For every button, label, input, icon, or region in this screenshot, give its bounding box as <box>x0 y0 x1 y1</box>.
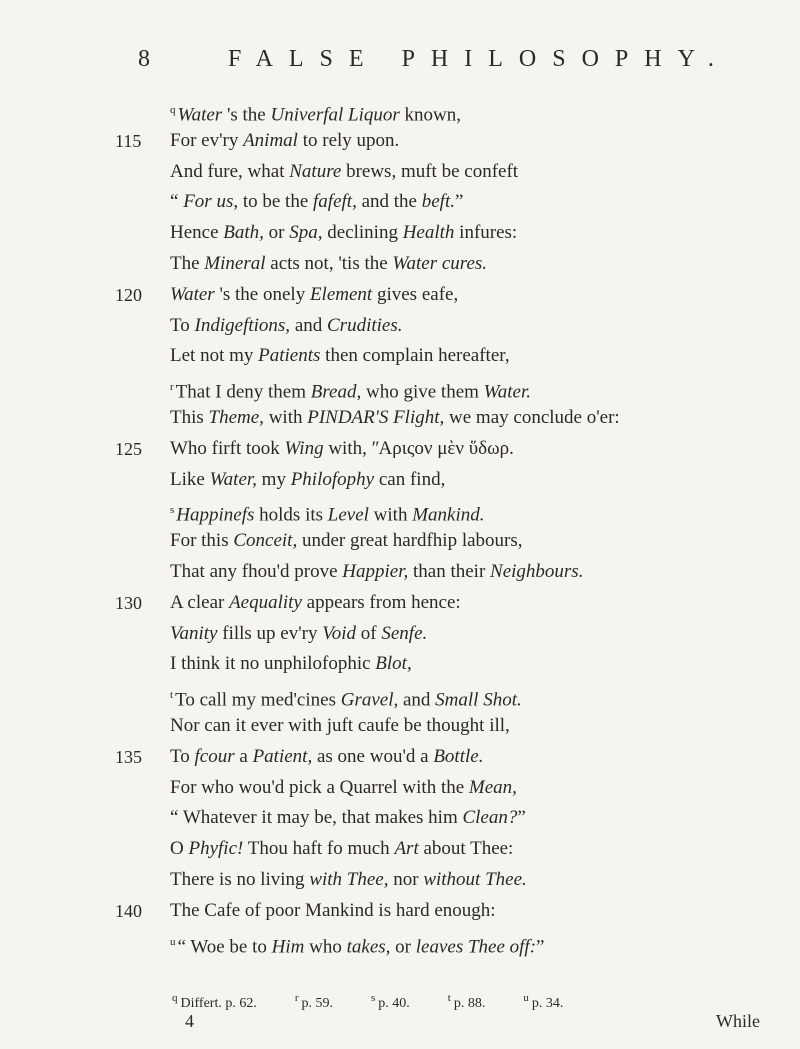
italic-text: Bottle. <box>433 745 484 767</box>
italic-text: takes, <box>346 935 391 957</box>
roman-text: For who wou'd pick a Quarrel with the <box>170 776 469 798</box>
verse-line <box>150 927 770 962</box>
roman-text: as one wou'd a <box>312 745 434 767</box>
roman-text: The Cafe of poor Mankind is hard enough: <box>170 899 496 921</box>
roman-text: To <box>170 314 195 336</box>
verse-line <box>150 557 770 587</box>
roman-text: The <box>170 253 205 274</box>
roman-text: and <box>398 689 436 711</box>
signature-mark: 4 <box>185 1011 194 1031</box>
roman-text: with <box>263 407 308 428</box>
italic-text: Senfe. <box>381 622 428 644</box>
roman-text: with <box>368 504 413 526</box>
roman-text: A clear <box>170 591 230 613</box>
italic-text: Void <box>322 622 357 644</box>
roman-text: and the <box>356 191 422 213</box>
roman-text: To call my med'cines <box>175 689 341 711</box>
footnote <box>447 992 486 1011</box>
footnote-text: p. 88. <box>453 995 486 1011</box>
verse-text <box>150 834 513 864</box>
catchword: While <box>716 1011 760 1031</box>
roman-text: known, <box>399 104 462 126</box>
italic-text: beft. <box>421 191 455 213</box>
verse-line <box>115 280 770 310</box>
roman-text: gives eafe, <box>372 283 459 305</box>
footnote-marker: s <box>170 504 175 517</box>
roman-text: 's the onely <box>214 283 310 305</box>
roman-text: about Thee: <box>418 838 514 860</box>
roman-text: “ Woe be to <box>177 935 272 957</box>
italic-text: Water <box>177 104 223 126</box>
roman-text: acts not, 'tis the <box>265 253 393 274</box>
roman-text: For this <box>170 530 234 552</box>
verse-line <box>150 773 770 803</box>
verse-text <box>150 403 620 433</box>
roman-text: or <box>263 222 290 244</box>
roman-text: can find, <box>374 468 446 490</box>
italic-text: Patients <box>258 345 321 367</box>
verse-line <box>115 434 770 464</box>
line-number: 130 <box>115 592 142 613</box>
verse-line <box>150 619 770 649</box>
line-number: 125 <box>115 438 142 459</box>
roman-text: “ Whatever it may be, that makes him <box>170 807 463 829</box>
verse-text <box>150 526 523 556</box>
italic-text: Flight, <box>393 407 445 428</box>
verse-line <box>150 649 770 679</box>
italic-text: Theme, <box>208 407 264 428</box>
verse-line <box>115 742 770 772</box>
italic-text: Art <box>394 838 419 860</box>
roman-text: to rely upon. <box>297 129 400 151</box>
italic-text: Level <box>327 504 369 526</box>
roman-text: under great hardfhip labours, <box>297 530 523 552</box>
roman-text: Nor can it ever with juft caufe be thought ill, <box>170 715 510 736</box>
italic-text: Univerfal Liquor <box>270 104 400 126</box>
roman-text: This <box>170 407 209 428</box>
verse-text <box>150 249 487 279</box>
roman-text: a <box>234 745 253 767</box>
italic-text: Bread, <box>310 381 362 403</box>
roman-text: O <box>170 838 189 860</box>
roman-text: Thou haft fo much <box>243 838 395 860</box>
verse-text <box>150 218 517 248</box>
italic-text: Element <box>309 283 373 305</box>
italic-text: Mean, <box>468 776 517 798</box>
roman-text: Like <box>170 468 210 490</box>
verse-line <box>150 526 770 556</box>
italic-text: Water, <box>209 468 257 490</box>
roman-text: That I deny them <box>175 381 311 403</box>
italic-text: Nature <box>289 160 342 182</box>
italic-text: Happinefs <box>176 504 255 526</box>
roman-text: than their <box>408 561 491 582</box>
roman-text: nor <box>388 869 424 890</box>
verse-text <box>150 311 402 341</box>
roman-text: I think it no unphilofophic <box>170 653 376 675</box>
verse-text <box>150 341 510 371</box>
verse-line <box>115 588 770 618</box>
italic-text: Gravel, <box>340 689 399 711</box>
italic-text: Clean? <box>462 807 518 829</box>
italic-text: Him <box>271 935 305 957</box>
italic-text: Water <box>170 283 215 305</box>
italic-text: Spa, <box>289 222 323 244</box>
footnote-marker: r <box>170 381 174 394</box>
roman-text: of <box>356 622 382 644</box>
footnotes <box>172 992 601 1012</box>
roman-text: Who firft took <box>170 437 285 459</box>
roman-text: That any fhou'd prove <box>170 561 343 582</box>
verse-line <box>150 249 770 279</box>
verse-line <box>115 896 770 926</box>
verse-text <box>150 803 526 833</box>
italic-text: Small Shot. <box>435 689 522 711</box>
italic-text: Water. <box>483 381 532 403</box>
roman-text: To <box>170 745 195 767</box>
italic-text: Conceit, <box>233 530 298 552</box>
italic-text: Animal <box>243 129 298 151</box>
italic-text: Happier, <box>342 561 409 582</box>
footnote-text: p. 59. <box>301 995 334 1011</box>
verse-text <box>150 187 463 217</box>
footnote <box>371 992 410 1011</box>
verse-line <box>150 403 770 433</box>
roman-text: Hence <box>170 222 224 244</box>
italic-text: Crudities. <box>327 314 403 336</box>
verse-text <box>150 927 544 962</box>
roman-text: who <box>304 935 347 957</box>
footnote <box>294 992 334 1011</box>
verse-text <box>150 896 496 926</box>
roman-text: brews, muft be confeft <box>341 160 519 182</box>
roman-text: infures: <box>454 222 518 244</box>
roman-text: then complain hereafter, <box>320 345 510 367</box>
roman-text: or <box>390 935 416 957</box>
footnote-text: p. 34. <box>531 995 564 1011</box>
line-number: 135 <box>115 746 142 767</box>
line-number: 140 <box>115 900 142 921</box>
verse-line <box>150 834 770 864</box>
italic-text: Health <box>402 222 455 244</box>
italic-text: Mankind. <box>412 504 485 526</box>
footnote-mark: q <box>172 992 178 1004</box>
roman-text: my <box>256 468 291 490</box>
footnote <box>172 992 257 1011</box>
italic-text: Mineral <box>204 253 266 274</box>
verse-text <box>150 434 514 464</box>
verse-line <box>115 126 770 156</box>
italic-text: Wing <box>284 437 324 459</box>
italic-text: Vanity <box>170 622 218 644</box>
verse-line <box>150 157 770 187</box>
italic-text: fcour <box>194 745 235 767</box>
italic-text: Water cures. <box>392 253 488 274</box>
running-title: FALSE PHILOSOPHY. <box>228 46 730 72</box>
roman-text: And fure, what <box>170 160 290 182</box>
roman-text: There is no living <box>170 869 310 890</box>
footnote-marker: q <box>170 104 176 116</box>
verse-text <box>150 742 483 772</box>
italic-text: Neighbours. <box>490 561 584 582</box>
italic-text: fafeft, <box>313 191 357 213</box>
verse-text <box>150 588 461 618</box>
roman-text: appears from hence: <box>301 591 461 613</box>
italic-text: PINDAR'S <box>307 407 389 428</box>
page-header <box>138 46 778 86</box>
verse-text <box>150 865 527 895</box>
footnote-mark: t <box>447 992 451 1004</box>
roman-text: with, <box>323 437 372 459</box>
italic-text: Blot, <box>375 653 412 675</box>
footnote-marker: t <box>170 689 174 702</box>
roman-text: Let not my <box>170 345 259 367</box>
verse-text <box>150 157 518 187</box>
verse-text <box>150 280 458 310</box>
roman-text: “ <box>170 191 184 213</box>
roman-text: fills up ev'ry <box>217 622 323 644</box>
line-number: 115 <box>115 130 142 151</box>
page-number: 8 <box>138 46 150 72</box>
italic-text: Indigeftions, <box>194 314 291 336</box>
verse-line <box>150 311 770 341</box>
verse-text <box>150 557 583 587</box>
italic-text: For us, <box>183 191 239 213</box>
roman-text: and <box>290 314 327 336</box>
footnote-marker: u <box>170 935 176 948</box>
roman-text: ” <box>536 935 545 957</box>
roman-text: For ev'ry <box>170 129 244 151</box>
roman-text: we may conclude o'er: <box>444 407 620 428</box>
verse-text <box>150 711 510 741</box>
line-number: 120 <box>115 284 142 305</box>
verse-text <box>150 773 517 803</box>
verse-line <box>150 465 770 495</box>
italic-text: Patient, <box>252 745 313 767</box>
verse-line <box>150 341 770 371</box>
verse-text <box>150 465 445 495</box>
italic-text: Bath, <box>223 222 264 244</box>
footnote-mark: u <box>523 992 529 1004</box>
verse-line <box>150 218 770 248</box>
footnote-text: Differt. p. 62. <box>180 995 257 1011</box>
verse-text <box>150 619 427 649</box>
verse-text <box>150 649 412 679</box>
italic-text: Aequality <box>229 591 302 613</box>
italic-text: leaves Thee off: <box>415 935 537 957</box>
footnote <box>523 992 564 1011</box>
verse-line <box>150 865 770 895</box>
roman-text: who give them <box>361 381 484 403</box>
roman-text: declining <box>322 222 403 244</box>
footnote-text: p. 40. <box>378 995 410 1011</box>
footnote-mark: s <box>371 992 376 1004</box>
roman-text: ʺΑριςον μὲν ὕδωρ. <box>371 437 514 459</box>
italic-text: Phyfic! <box>188 838 244 860</box>
footnote-mark: r <box>294 992 299 1004</box>
roman-text: ” <box>455 191 464 213</box>
verse-line <box>150 187 770 217</box>
verse-text <box>150 126 399 156</box>
italic-text: without Thee. <box>423 869 527 890</box>
verse-line <box>150 803 770 833</box>
italic-text: with Thee, <box>309 869 389 890</box>
roman-text: 's the <box>222 104 271 126</box>
roman-text: to be the <box>238 191 314 213</box>
italic-text: Philofophy <box>290 468 375 490</box>
verse-line <box>150 711 770 741</box>
roman-text: holds its <box>254 504 328 526</box>
roman-text: ” <box>517 807 526 829</box>
